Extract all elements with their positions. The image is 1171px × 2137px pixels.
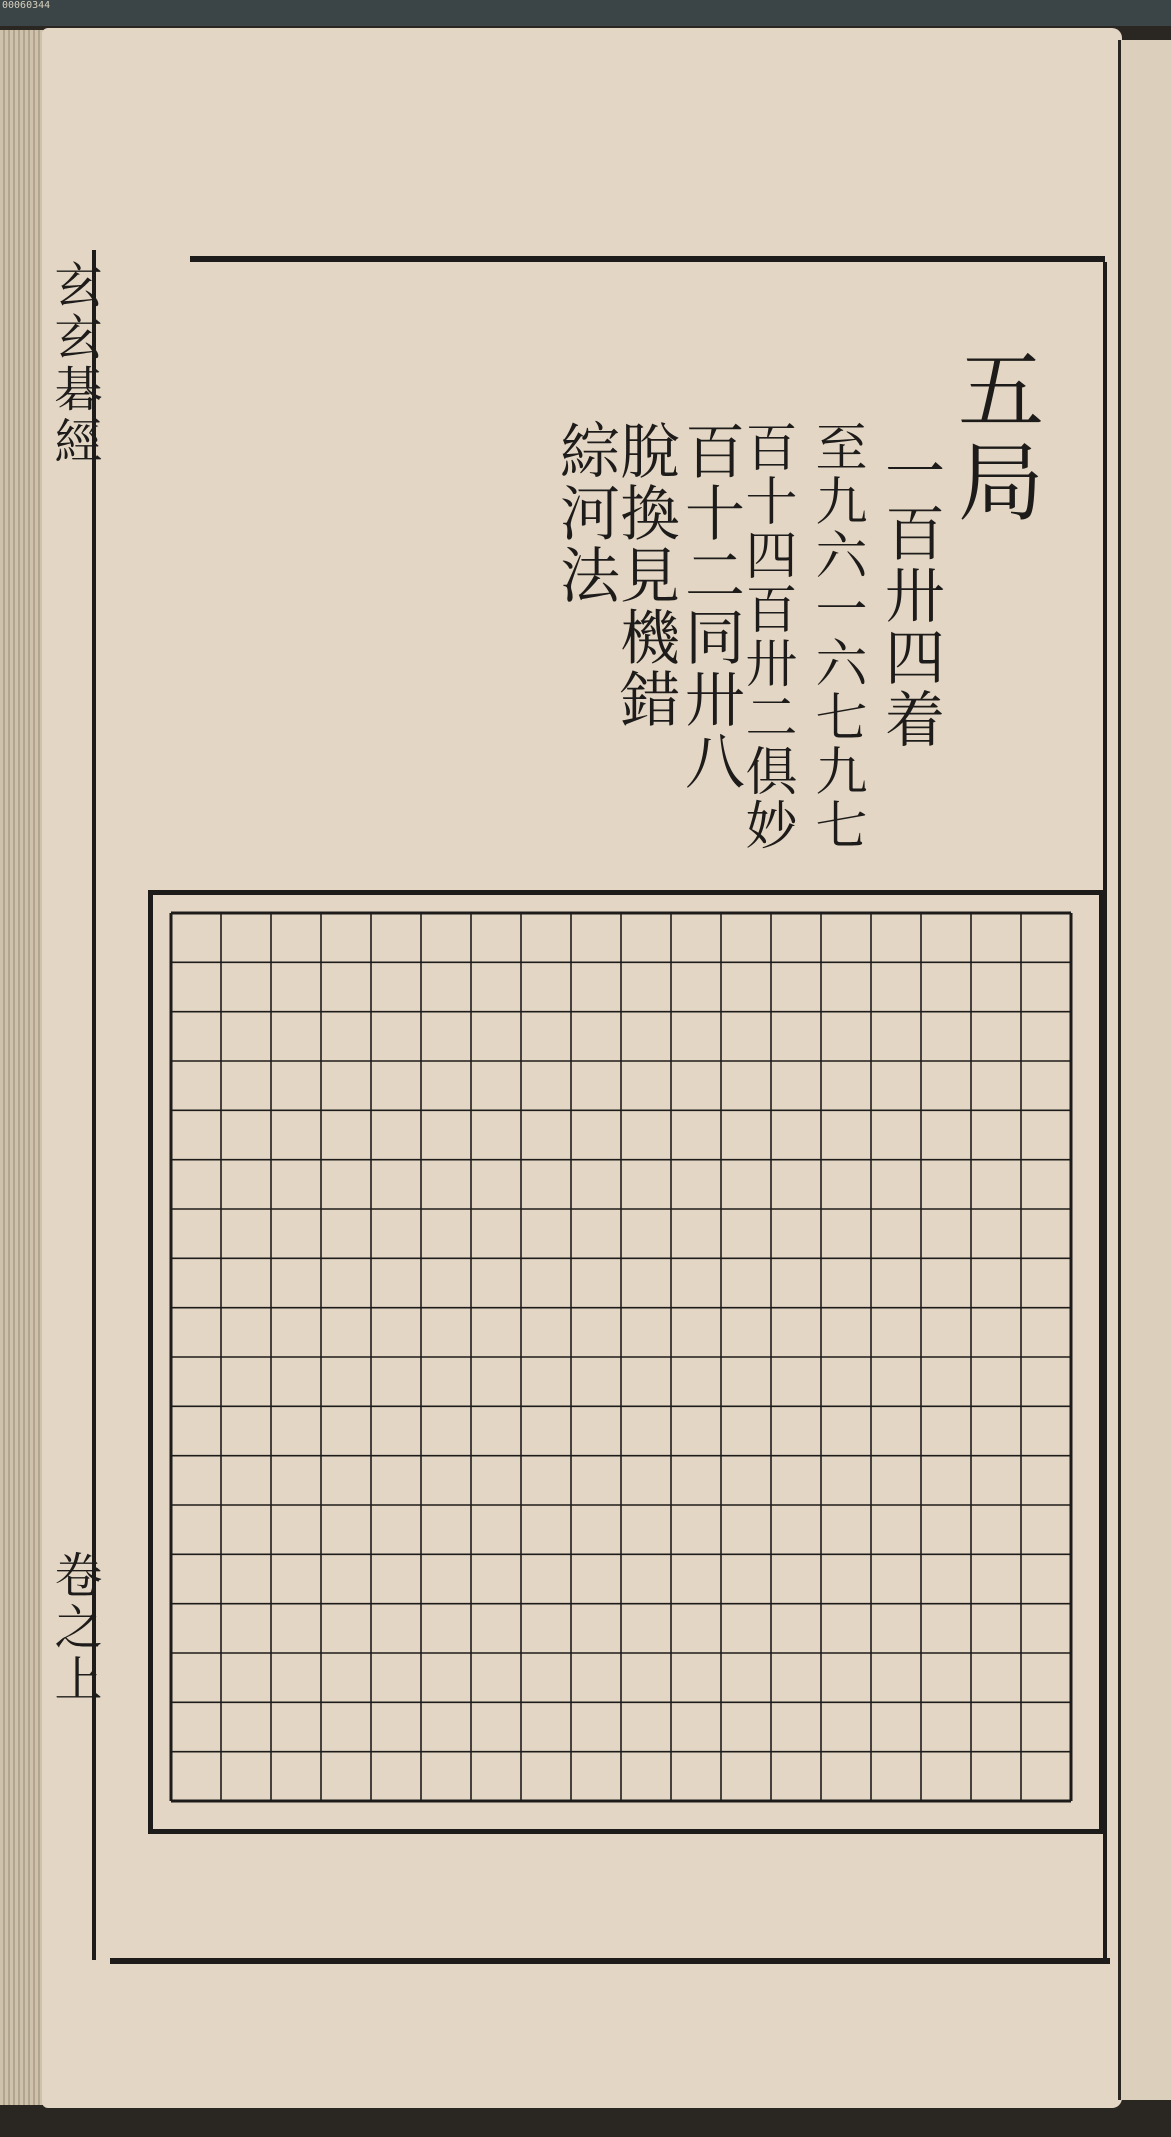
text-column-4: 百十二同卅八 [675,420,745,792]
page-title: 五局 [943,345,1043,529]
top-rule [190,256,1105,262]
facing-page [1118,40,1171,2100]
bottom-rule [110,1958,1110,1964]
margin-book-title: 玄玄碁經 [46,260,102,468]
text-column-6: 綜河法 [550,420,620,606]
text-column-5: 脫換見機錯 [610,420,680,730]
margin-section: 卷之上 [46,1550,102,1706]
text-column-2: 至九六一六七九七 [806,420,866,852]
board-grid [153,895,1089,1819]
book-edge [0,30,45,2105]
scan-id: 00060344 [2,0,51,11]
text-column-1: 一百卅四着 [875,440,945,750]
text-column-3: 百十四百卅二俱妙 [736,420,796,852]
go-board-diagram [148,890,1104,1834]
top-strip [0,0,1171,26]
